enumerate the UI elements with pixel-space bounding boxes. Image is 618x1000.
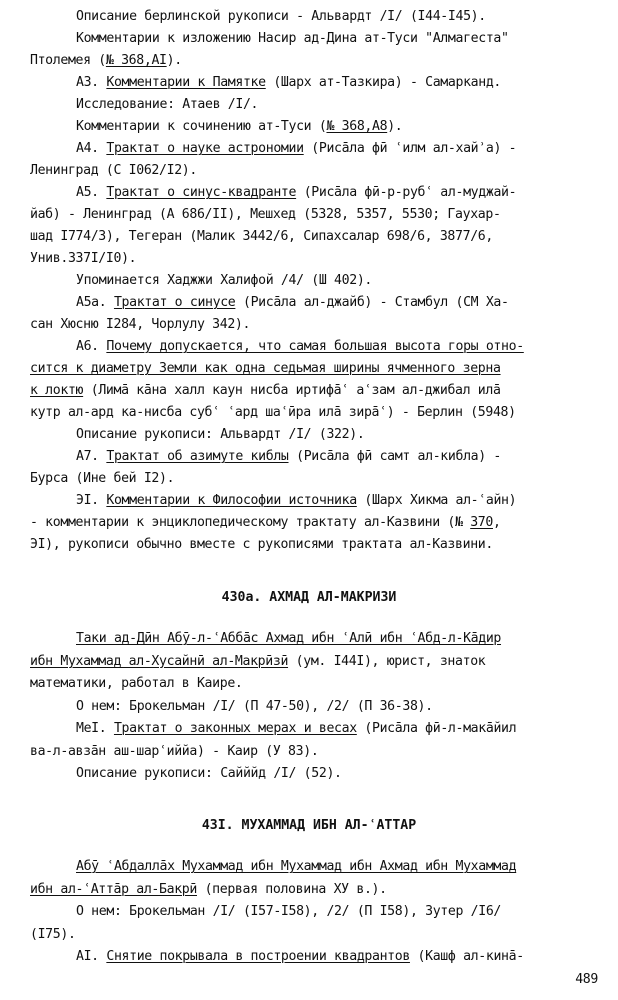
underlined-title: Трактат об азимуте киблы [106, 449, 289, 464]
text-line [76, 903, 501, 921]
text-line [76, 448, 501, 466]
text-line [30, 881, 387, 899]
text-line [76, 948, 524, 966]
text-line [76, 338, 524, 356]
text-line [76, 492, 516, 510]
text-run: А3. [76, 75, 107, 90]
text-line [30, 382, 501, 400]
text-run: кутр ал-ард ка-нисба субʿ ʿард шаʿӣра илā зирāʿ) - Берлин (5948) [30, 405, 516, 420]
underlined-title: Таки ад-Дӣн Абӯ-л-ʿАббāс Ахмад ибн ʿАлӣ ибн ʿАбд-л-Кāдир [76, 631, 502, 646]
text-line [30, 470, 174, 488]
text-run: Описание рукописи: Сайййд /I/ (52). [76, 766, 342, 781]
text-line [76, 698, 433, 716]
text-run: (Лимā кāна халл каун нисба иртифāʿ aʿзам ал-джибал илā [83, 383, 501, 398]
text-line [30, 404, 516, 422]
underlined-title: ибн Мухаммад ал-Хусайнӣ ал-Макрӣзӣ [30, 653, 289, 669]
text-run: сан Хюсню I284, Чорлулу 342). [30, 317, 251, 332]
underlined-title: Трактат о синусе [113, 295, 236, 310]
text-line [76, 140, 516, 158]
text-line [76, 8, 486, 26]
text-run: (Кашф ал-кинā- [409, 949, 524, 964]
text-run: йаб) - Ленинград (А 686/II), Мешхед (5328, 5357, 5530; Гаухар- [30, 207, 501, 222]
text-run: Ленинград (С I062/I2). [30, 163, 197, 178]
text-run: А4. [76, 141, 107, 156]
text-line [30, 52, 182, 70]
text-line [76, 858, 516, 876]
underlined-title: к локтю [30, 383, 84, 398]
underlined-title: Трактат о науке астрономии [106, 141, 304, 156]
text-run: АI. [76, 949, 107, 964]
text-run: А6. [76, 339, 107, 354]
text-run: МеI. [76, 721, 114, 736]
page-number: 489 [575, 972, 598, 987]
underlined-title: ибн ал-ʿАттāр ал-Бакрӣ [30, 881, 197, 897]
text-line [30, 926, 76, 944]
text-run: (ум. I44I), юрист, знаток [288, 653, 486, 669]
underlined-title: № 368,AI [105, 53, 167, 68]
text-line [30, 514, 501, 532]
text-run: (первая половина ХУ в.). [196, 881, 387, 897]
text-line [30, 360, 501, 378]
text-run: Унив.337I/I0). [30, 251, 137, 266]
text-line [30, 162, 197, 180]
text-run: Птолемея ( [30, 53, 106, 68]
text-run: А5. [76, 185, 107, 200]
text-line [76, 30, 509, 48]
text-run: (Рисāла фӣ самт ал-кибла) - [288, 449, 502, 464]
text-line [76, 765, 342, 783]
text-run: Описание рукописи: Альвардт /I/ (322). [76, 427, 365, 442]
text-run: (I75). [30, 926, 76, 942]
text-run: - комментарии к энциклопедическому трактату ал-Казвини (№ [30, 515, 471, 530]
underlined-title: Комментарии к Памятке [106, 75, 266, 90]
text-run: (Рисāла фӣ-р-рубʿ ал-муджай- [296, 185, 517, 200]
text-run: (Шарх ат-Тазкира) - Самарканд. [265, 75, 502, 90]
underlined-title: Трактат о синус-квадранте [106, 185, 297, 200]
text-line [76, 426, 364, 444]
underlined-title: 370 [470, 515, 493, 530]
underlined-title: Комментарии к Философии источника [106, 493, 357, 508]
text-run: (Рисāла фӣ ʿилм ал-хайʾа) - [303, 141, 517, 156]
text-run: А7. [76, 449, 107, 464]
text-run: , [492, 515, 501, 530]
underlined-title: № 368,А8 [326, 119, 388, 134]
text-run: О нем: Брокельман /I/ (П 47-50), /2/ (П 36-38). [76, 698, 433, 714]
text-line [30, 316, 250, 334]
text-line [76, 184, 516, 202]
text-run: (Шарх Хикма ал-ʿайн) [356, 493, 517, 508]
text-line [30, 743, 318, 761]
text-run: Исследование: Атаев /I/. [76, 97, 259, 112]
text-line [30, 675, 243, 693]
text-run: (Рисāла фӣ-л-макāйил [356, 721, 517, 736]
text-line [76, 74, 501, 92]
underlined-title: Трактат о законных мерах и весах [113, 721, 357, 736]
text-run: А5а. [76, 295, 114, 310]
text-line [76, 630, 501, 648]
text-run: (Рисāла ал-джайб) - Стамбул (СМ Ха- [235, 295, 509, 310]
text-run: ЭI), рукописи обычно вместе с рукописями трактата ал-Казвини. [30, 537, 493, 552]
section-heading-431: 43I. МУХАММАД ИБН АЛ-ʿАТТАР [201, 818, 417, 833]
underlined-title: Абӯ ʿАбдаллāх Мухаммад ибн Мухаммад ибн Ахмад ибн Мухаммад [76, 859, 517, 874]
text-line [30, 250, 136, 268]
section-heading-430a: 430а. АХМАД АЛ-МАКРИЗИ [221, 590, 397, 605]
text-run: Комментарии к изложению Насир ад-Дина ат-Туси "Алмагеста" [76, 31, 509, 46]
text-line [76, 272, 372, 290]
text-run: математики, работал в Каире. [30, 676, 243, 691]
text-line [76, 294, 509, 312]
text-run: Комментарии к сочинению ат-Туси ( [76, 119, 327, 134]
underlined-title: Почему допускается, что самая большая высота горы отно- [106, 339, 524, 354]
text-run: Упоминается Хаджжи Халифой /4/ (Ш 402). [76, 273, 372, 288]
text-run: Бурса (Ине бей I2). [30, 471, 175, 486]
text-line [30, 228, 493, 246]
text-line [76, 720, 516, 738]
text-run: Описание берлинской рукописи - Альвардт /I/ (I44-I45). [76, 9, 486, 24]
text-line [30, 653, 485, 671]
underlined-title: сится к диаметру Земли как одна седьмая ширины ячменного зерна [30, 361, 501, 376]
text-line [30, 536, 493, 554]
text-line [76, 96, 258, 114]
text-run: ). [387, 119, 403, 134]
text-run: шад I774/3), Тегеран (Малик 3442/6, Сипахсалар 698/6, 3877/6, [30, 229, 493, 244]
text-line [30, 206, 501, 224]
text-line [76, 118, 402, 136]
text-run: ЭI. [76, 493, 107, 508]
underlined-title: Снятие покрывала в построении квадрантов [106, 949, 410, 964]
text-run: ва-л-авзāн аш-шарʿиййа) - Каир (У 83). [30, 743, 319, 759]
text-run: ). [166, 53, 182, 68]
text-run: О нем: Брокельман /I/ (I57-I58), /2/ (П I58), Зутер /I6/ [76, 904, 502, 919]
